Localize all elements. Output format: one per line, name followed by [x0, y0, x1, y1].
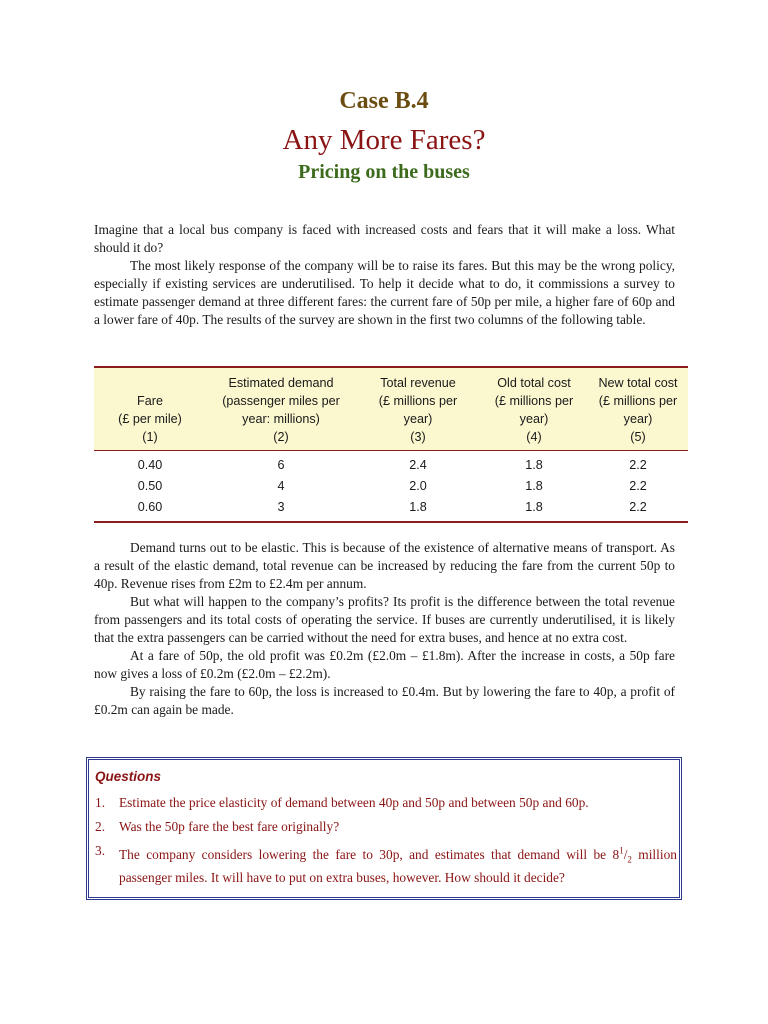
questions-box	[86, 757, 682, 900]
question-text: The company considers lowering the fare to 30p, and estimates that demand will be $8^1/_2$ million passenger miles. It will have to put on extra buses, however. How should it decide?	[119, 846, 677, 886]
case-title: Any More Fares?	[282, 124, 486, 156]
question-number: 2.	[95, 819, 106, 834]
analysis-paragraph-1: Demand turns out to be elastic. This is because of the existence of alternative means of transport. As a result of the elastic demand, total revenue can be increased by reducing the fare from the current 50p to 40p. Revenue rises from £2m to £2.4m per annum.	[94, 540, 675, 591]
header-estimated-demand: Estimated demand (passenger miles per year: millions) (2)	[206, 368, 356, 451]
question-text: Was the 50p fare the best fare originally?	[119, 819, 340, 834]
cell-old-cost: 1.8	[525, 458, 543, 472]
cell-demand: 3	[277, 500, 285, 514]
intro-paragraph-1: Imagine that a local bus company is faced with increased costs and fears that it will make a loss. What should it do?	[94, 222, 675, 255]
table-row	[94, 451, 688, 477]
table-row	[94, 476, 688, 497]
question-number: 1.	[95, 795, 106, 810]
cell-new-cost: 2.2	[629, 500, 647, 514]
question-number: 3.	[95, 843, 106, 858]
cell-demand: 4	[277, 479, 285, 493]
cell-fare: 0.60	[137, 500, 163, 514]
fraction-numerator: 1	[619, 846, 624, 856]
cell-new-cost: 2.2	[629, 458, 647, 472]
header-fare: Fare (£ per mile) (1)	[94, 368, 206, 451]
fares-table	[94, 368, 688, 521]
questions-list	[95, 794, 677, 893]
question-text: Estimate the price elasticity of demand between 40p and 50p and between 50p and 60p.	[119, 795, 589, 810]
case-label: Case B.4	[339, 88, 429, 114]
table-header-row	[94, 368, 688, 451]
fraction-denominator: 2	[627, 855, 632, 866]
cell-revenue: 2.4	[409, 458, 427, 472]
intro-paragraph-2: The most likely response of the company will be to raise its fares. But this may be the wrong policy, especially if existing services are underutilised. To help it decide what to do, it commissions a survey to estimate passenger demand at three different fares: the current fare of 50p per mile, a higher fare of 60p and a lower fare of 40p. The results of the survey are shown in the first two columns of the following table.	[94, 258, 675, 327]
fares-table-container	[94, 366, 688, 523]
header-total-revenue: Total revenue (£ millions per year) (3)	[356, 368, 480, 451]
questions-heading: Questions	[95, 769, 162, 784]
analysis-paragraph-3: At a fare of 50p, the old profit was £0.2m (£2.0m – £1.8m). After the increase in costs, a 50p fare now gives a loss of £0.2m (£2.0m – £2.2m).	[94, 648, 675, 681]
case-subtitle: Pricing on the buses	[298, 161, 470, 183]
analysis-paragraph-2: But what will happen to the company’s profits? Its profit is the difference between the total revenue from passengers and its total costs of operating the service. If buses are currently underutilised, it is likely that the extra passengers can be carried without the need for extra buses, and hence at no extra cost.	[94, 594, 675, 645]
cell-fare: 0.50	[137, 479, 163, 493]
header-new-total-cost: New total cost (£ millions per year) (5)	[588, 368, 688, 451]
cell-demand: 6	[277, 458, 285, 472]
intro-text	[94, 221, 675, 329]
cell-old-cost: 1.8	[525, 500, 543, 514]
question-item-1	[95, 794, 677, 812]
cell-revenue: 2.0	[409, 479, 427, 493]
analysis-paragraph-4: By raising the fare to 60p, the loss is increased to £0.4m. But by lowering the fare to 40p, a profit of £0.2m can again be made.	[94, 684, 675, 717]
analysis-text	[94, 539, 675, 719]
question-item-3	[95, 842, 677, 887]
cell-revenue: 1.8	[409, 500, 427, 514]
table-row	[94, 497, 688, 521]
header-old-total-cost: Old total cost (£ millions per year) (4)	[480, 368, 588, 451]
cell-new-cost: 2.2	[629, 479, 647, 493]
question-item-2	[95, 818, 677, 836]
cell-fare: 0.40	[137, 458, 163, 472]
cell-old-cost: 1.8	[525, 479, 543, 493]
